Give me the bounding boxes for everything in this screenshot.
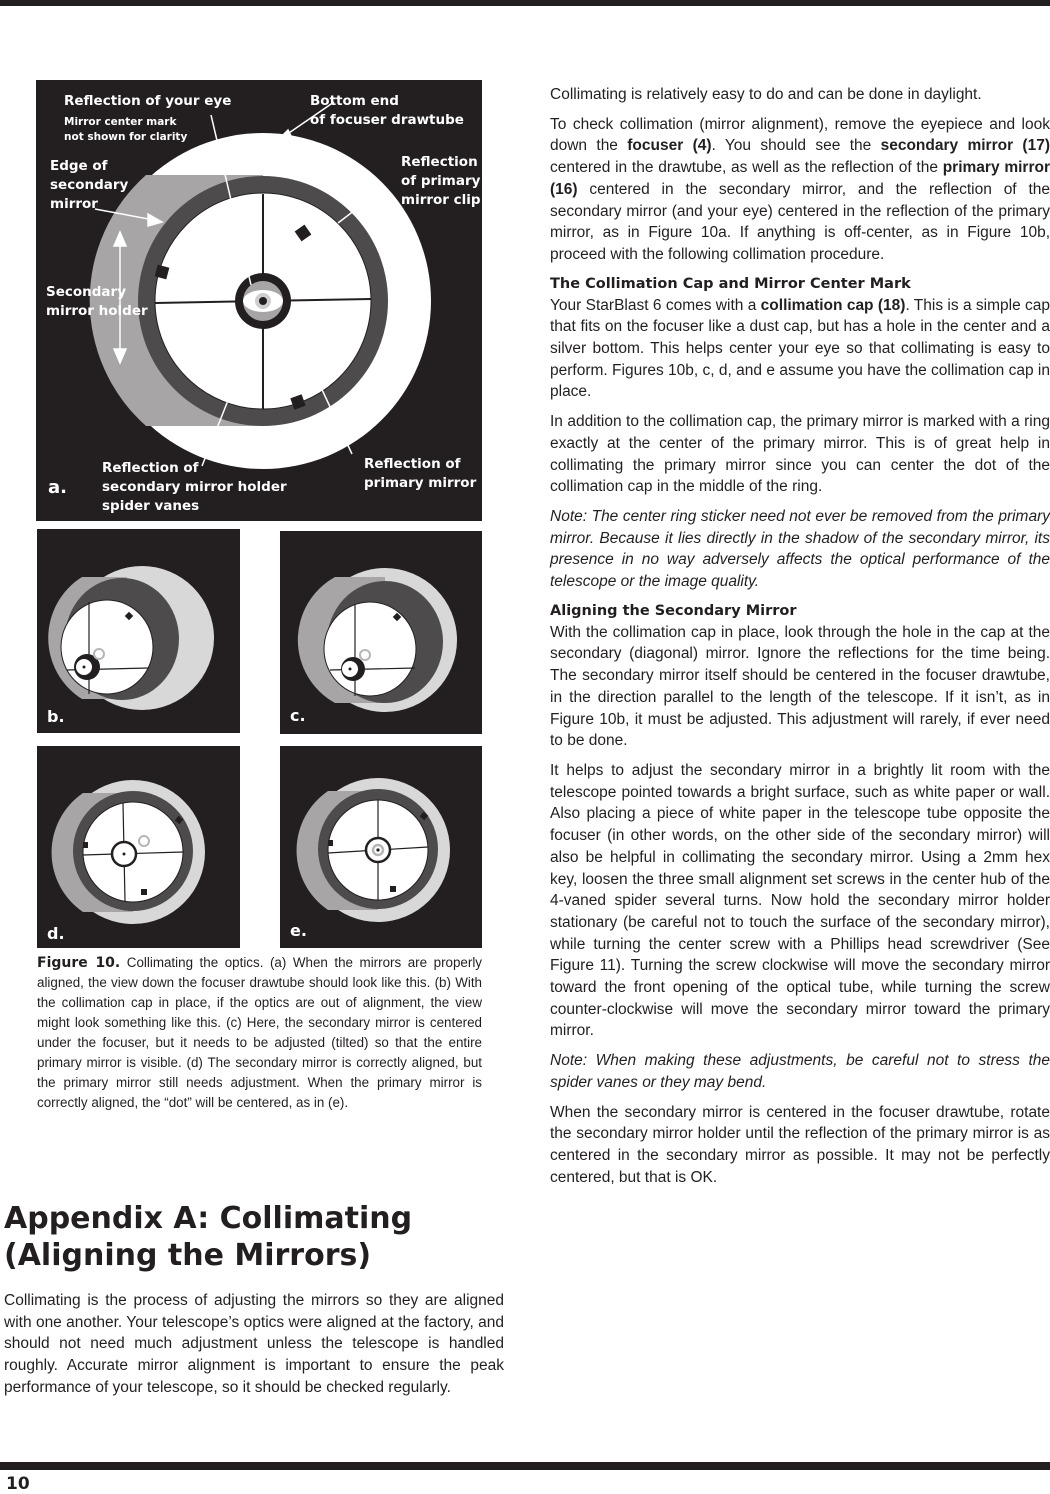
paragraph: With the collimation cap in place, look through the hole in the cap at the secondary (diagonal) mirror. Ignore the reflections for the time being. The secondary mirror itself should be centered in the focuser drawtube, in the direction parallel to the length of the telescope. If it isn’t, as in Figure 10b, it must be adjusted. This adjustment will rarely, if ever need to be done. xyxy=(550,623,1050,750)
label-holder: Secondary xyxy=(46,284,126,300)
label-reflection-eye: Reflection of your eye xyxy=(64,93,232,109)
panel-label-a: a. xyxy=(48,477,67,498)
figure-10d-diagram xyxy=(37,746,240,948)
appendix-title: Appendix A: Collimating (Aligning the Mirrors) xyxy=(4,1201,413,1273)
text: Your StarBlast 6 comes with a xyxy=(550,296,761,314)
label-edge-2: secondary xyxy=(50,177,129,193)
label-bottom-end: Bottom end xyxy=(310,93,399,109)
label-vanes-2: secondary mirror holder xyxy=(102,479,287,495)
section-heading: Aligning the Secondary Mirror xyxy=(550,602,797,619)
ref-collimation-cap: collimation cap (18) xyxy=(760,296,906,314)
caption-title: Figure 10. xyxy=(37,955,121,971)
label-primary: Reflection of xyxy=(364,456,461,472)
caption-text: Collimating the optics. (a) When the mirrors are properly aligned, the view down the focuser drawtube should look like this. (b) With the collimation cap in place, if the optics are out of alignment, the view might look something like this. (c) Here, the secondary mirror is centered under the focuser, but it needs to be adjusted (tilted) so that the entire primary mirror is visible. (d) The secondary mirror is correctly aligned, but the primary mirror still needs adjustment. When the primary mirror is correctly aligned, the “dot” will be centered, as in (e). xyxy=(37,955,482,1110)
text: centered in the secondary mirror, and the reflection of the secondary mirror (and your eye) centered in the reflection of the primary mirror, as in Figure 10a. If anything is off-center, as in Figure 10b, proceed with the following collimation procedure. xyxy=(550,180,1050,263)
figure-10e-diagram xyxy=(280,746,482,948)
label-clip-3: mirror clip xyxy=(401,192,481,208)
panel-label-b: b. xyxy=(47,707,65,726)
panel-label-e: e. xyxy=(290,921,307,940)
paragraph: It helps to adjust the secondary mirror in a brightly lit room with the telescope pointed towards a bright surface, such as white paper or wall. Also placing a piece of white paper in the telescope tube opposite the focuser (in other words, on the other side of the secondary mirror) will also be helpful in collimating the secondary mirror. Using a 2mm hex key, loosen the three small alignment set screws in the center hub of the 4-vaned spider several turns. Now hold the secondary mirror holder stationary (be careful not to touch the surface of the secondary mirror), while turning the center screw with a Phillips head screwdriver (See Figure 11). Turning the screw clockwise will move the secondary mirror toward the front opening of the optical tube, while turning the screw counter-clockwise will move the secondary mirror toward the primary mirror. xyxy=(550,761,1050,1040)
text: centered in the drawtube, as well as the reflection of the xyxy=(550,159,943,177)
label-bottom-end-2: of focuser drawtube xyxy=(310,112,464,128)
figure-10a-diagram xyxy=(36,80,482,521)
panel-label-d: d. xyxy=(47,924,65,943)
bottom-rule xyxy=(0,1462,1050,1470)
ref-secondary-mirror: secondary mirror (17) xyxy=(880,137,1050,155)
right-column xyxy=(550,84,1050,1196)
note: Note: When making these adjustments, be careful not to stress the spider vanes or they may bend. xyxy=(550,1052,1050,1091)
paragraph: When the secondary mirror is centered in the focuser drawtube, rotate the secondary mirror holder until the reflection of the primary mirror is as centered in the secondary mirror as possible. It may not be perfectly centered, but that is OK. xyxy=(550,1103,1050,1186)
section-heading: The Collimation Cap and Mirror Center Mark xyxy=(550,275,911,292)
paragraph: Collimating is relatively easy to do and can be done in daylight. xyxy=(550,86,982,103)
text: . This is a simple cap that fits on the focuser like a dust cap, but has a hole in the center and a silver bottom. This helps center your eye so that collimating is easy to perform. Figures 10b, c, d, and e assume you have the collimation cap in place. xyxy=(550,296,1050,401)
paragraph-collimation-cap xyxy=(550,295,1050,404)
label-primary-2: primary mirror xyxy=(364,475,477,491)
label-clip-2: of primary xyxy=(401,173,481,189)
figure-10b-diagram xyxy=(37,529,240,733)
paragraph-check-collimation xyxy=(550,114,1050,266)
label-vanes-3: spider vanes xyxy=(102,498,200,514)
text: . You should see the xyxy=(711,137,881,155)
ref-focuser: focuser (4) xyxy=(627,137,712,155)
paragraph: In addition to the collimation cap, the primary mirror is marked with a ring exactly at the center of the primary mirror. This is of great help in collimating the primary mirror since you can center the dot of the collimation cap in the middle of the ring. xyxy=(550,413,1050,496)
label-center-mark-2: not shown for clarity xyxy=(64,131,188,143)
label-clip: Reflection xyxy=(401,154,478,170)
appendix-intro: Collimating is the process of adjusting the mirrors so they are aligned with one another. Your telescope’s optics were aligned at the factory, and should not need much adjustment unless the telescope is handled roughly. Accurate mirror alignment is important to ensure the peak performance of your telescope, so it should be checked regularly. xyxy=(4,1292,504,1396)
label-edge: Edge of xyxy=(50,158,108,174)
label-edge-3: mirror xyxy=(50,196,98,212)
figure-caption xyxy=(37,953,482,1113)
label-vanes: Reflection of xyxy=(102,460,199,476)
label-center-mark: Mirror center mark xyxy=(64,116,177,128)
text: To check collimation (mirror alignment), remove the eyepiece and look down the xyxy=(550,115,1050,155)
figure-10c-diagram xyxy=(280,531,482,734)
ref-primary-mirror: primary mirror (16) xyxy=(550,159,1050,198)
page-number: 10 xyxy=(6,1474,30,1494)
panel-label-c: c. xyxy=(290,706,306,725)
label-holder-2: mirror holder xyxy=(46,303,148,319)
top-rule xyxy=(0,0,1050,6)
note: Note: The center ring sticker need not ever be removed from the primary mirror. Because it lies directly in the shadow of the secondary mirror, its presence in no way adversely affects the optical performance of the telescope or the image quality. xyxy=(550,507,1050,591)
